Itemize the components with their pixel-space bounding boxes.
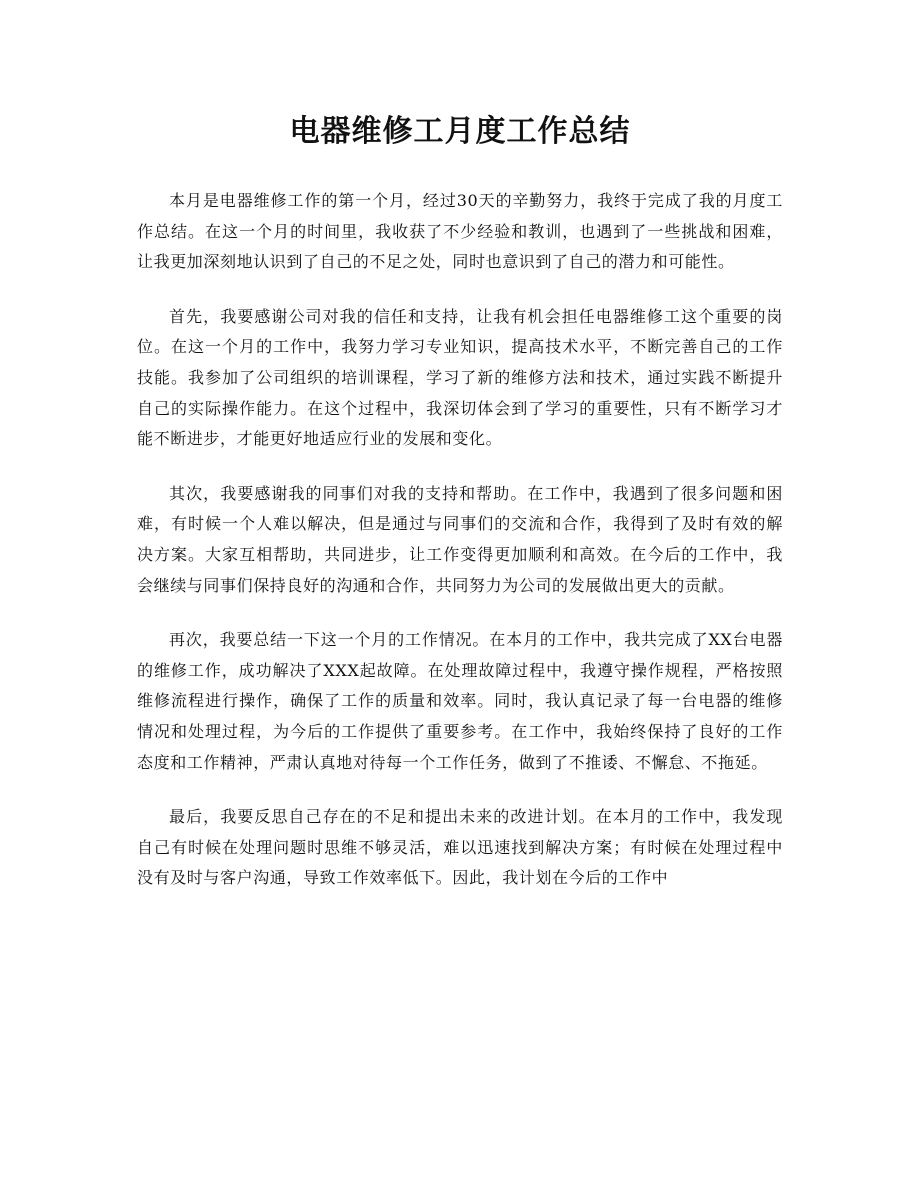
paragraph-2: 首先，我要感谢公司对我的信任和支持，让我有机会担任电器维修工这个重要的岗位。在这一个月的工作中，我努力学习专业知识，提高技术水平，不断完善自己的工作技能。我参加了公司组织的培训课程，学习了新的维修方法和技术，通过实践不断提升自己的实际操作能力。在这个过程中，我深切体会到了学习的重要性，只有不断学习才能不断进步，才能更好地适应行业的发展和变化。: [137, 306, 783, 449]
paragraph-3: 其次，我要感谢我的同事们对我的支持和帮助。在工作中，我遇到了很多问题和困难，有时候一个人难以解决，但是通过与同事们的交流和合作，我得到了及时有效的解决方案。大家互相帮助，共同进步，让工作变得更加顺利和高效。在今后的工作中，我会继续与同事们保持良好的沟通和合作，共同努力为公司的发展做出更大的贡献。: [137, 483, 783, 595]
paragraph-1: 本月是电器维修工作的第一个月，经过30天的辛勤努力，我终于完成了我的月度工作总结。在这一个月的时间里，我收获了不少经验和教训，也遇到了一些挑战和困难，让我更加深刻地认识到了自己的不足之处，同时也意识到了自己的潜力和可能性。: [137, 191, 783, 272]
paragraph-5: 最后，我要反思自己存在的不足和提出未来的改进计划。在本月的工作中，我发现自己有时候在处理问题时思维不够灵活，难以迅速找到解决方案；有时候在处理过程中没有及时与客户沟通，导致工作效率低下。因此，我计划在今后的工作中: [137, 807, 783, 888]
page-title: 电器维修工月度工作总结: [289, 114, 631, 149]
paragraph-4: 再次，我要总结一下这一个月的工作情况。在本月的工作中，我共完成了XX台电器的维修工作，成功解决了XXX起故障。在处理故障过程中，我遵守操作规程，严格按照维修流程进行操作，确保了工作的质量和效率。同时，我认真记录了每一台电器的维修情况和处理过程，为今后的工作提供了重要参考。在工作中，我始终保持了良好的工作态度和工作精神，严肃认真地对待每一个工作任务，做到了不推诿、不懈怠、不拖延。: [137, 630, 783, 772]
document-body: [137, 186, 783, 918]
